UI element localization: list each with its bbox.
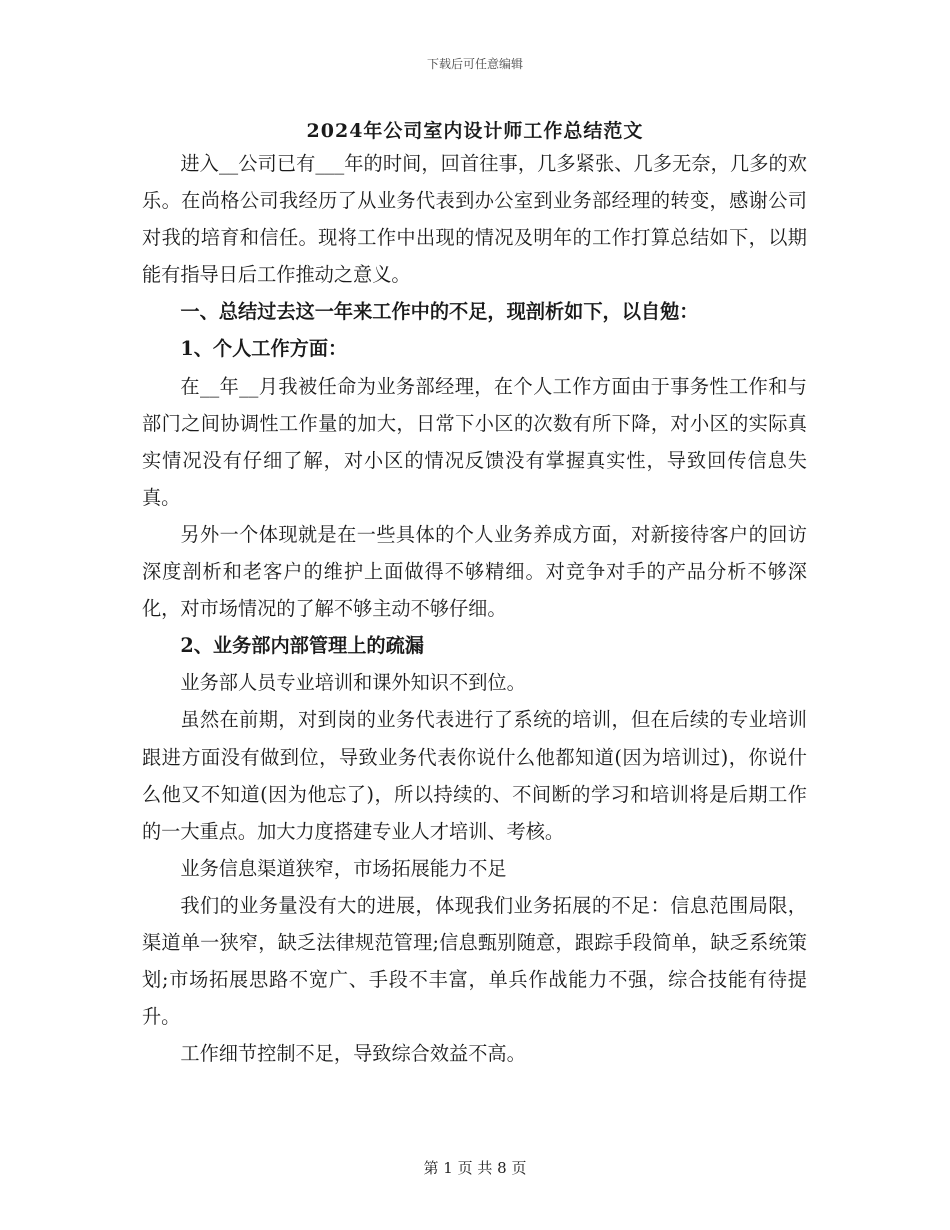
- paragraph: 在__年__月我被任命为业务部经理，在个人工作方面由于事务性工作和与部门之间协调性工作量的加大，日常下小区的次数有所下降，对小区的实际真实情况没有仔细了解，对小区的情况反馈没有掌握真实性，导致回传信息失真。: [142, 374, 807, 509]
- header-note: 下载后可任意编辑: [426, 57, 523, 71]
- paragraph: 虽然在前期，对到岗的业务代表进行了系统的培训，但在后续的专业培训跟进方面没有做到位，导致业务代表你说什么他都知道(因为培训过)，你说什么他又不知道(因为他忘了)，所以持续的、不间断的学习和培训将是后期工作的一大重点。加大力度搭建专业人才培训、考核。: [142, 708, 807, 843]
- subsection-heading: 1、个人工作方面：: [180, 337, 348, 361]
- paragraph: 业务部人员专业培训和课外知识不到位。: [180, 671, 526, 695]
- paragraph: 业务信息渠道狭窄，市场拓展能力不足: [180, 856, 507, 880]
- document-body: [142, 145, 807, 1072]
- section-heading: 一、总结过去这一年来工作中的不足，现剖析如下，以自勉：: [180, 300, 699, 324]
- paragraph: 进入__公司已有___年的时间，回首往事，几多紧张、几多无奈，几多的欢乐。在尚格公司我经历了从业务代表到办公室到业务部经理的转变，感谢公司对我的培育和信任。现将工作中出现的情况及明年的工作打算总结如下，以期能有指导日后工作推动之意义。: [142, 152, 807, 287]
- document-title: 2024年公司室内设计师工作总结范文: [306, 120, 644, 142]
- paragraph: 工作细节控制不足，导致综合效益不高。: [180, 1042, 526, 1066]
- paragraph: 我们的业务量没有大的进展，体现我们业务拓展的不足：信息范围局限，渠道单一狭窄，缺乏法律规范管理;信息甄别随意，跟踪手段简单，缺乏系统策划;市场拓展思路不宽广、手段不丰富，单兵作战能力不强，综合技能有待提升。: [142, 893, 807, 1029]
- subsection-heading: 2、业务部内部管理上的疏漏: [180, 634, 424, 658]
- paragraph: 另外一个体现就是在一些具体的个人业务养成方面，对新接待客户的回访深度剖析和老客户的维护上面做得不够精细。对竞争对手的产品分析不够深化，对市场情况的了解不够主动不够仔细。: [142, 522, 807, 621]
- page-number: 第 1 页 共 8 页: [423, 1159, 527, 1177]
